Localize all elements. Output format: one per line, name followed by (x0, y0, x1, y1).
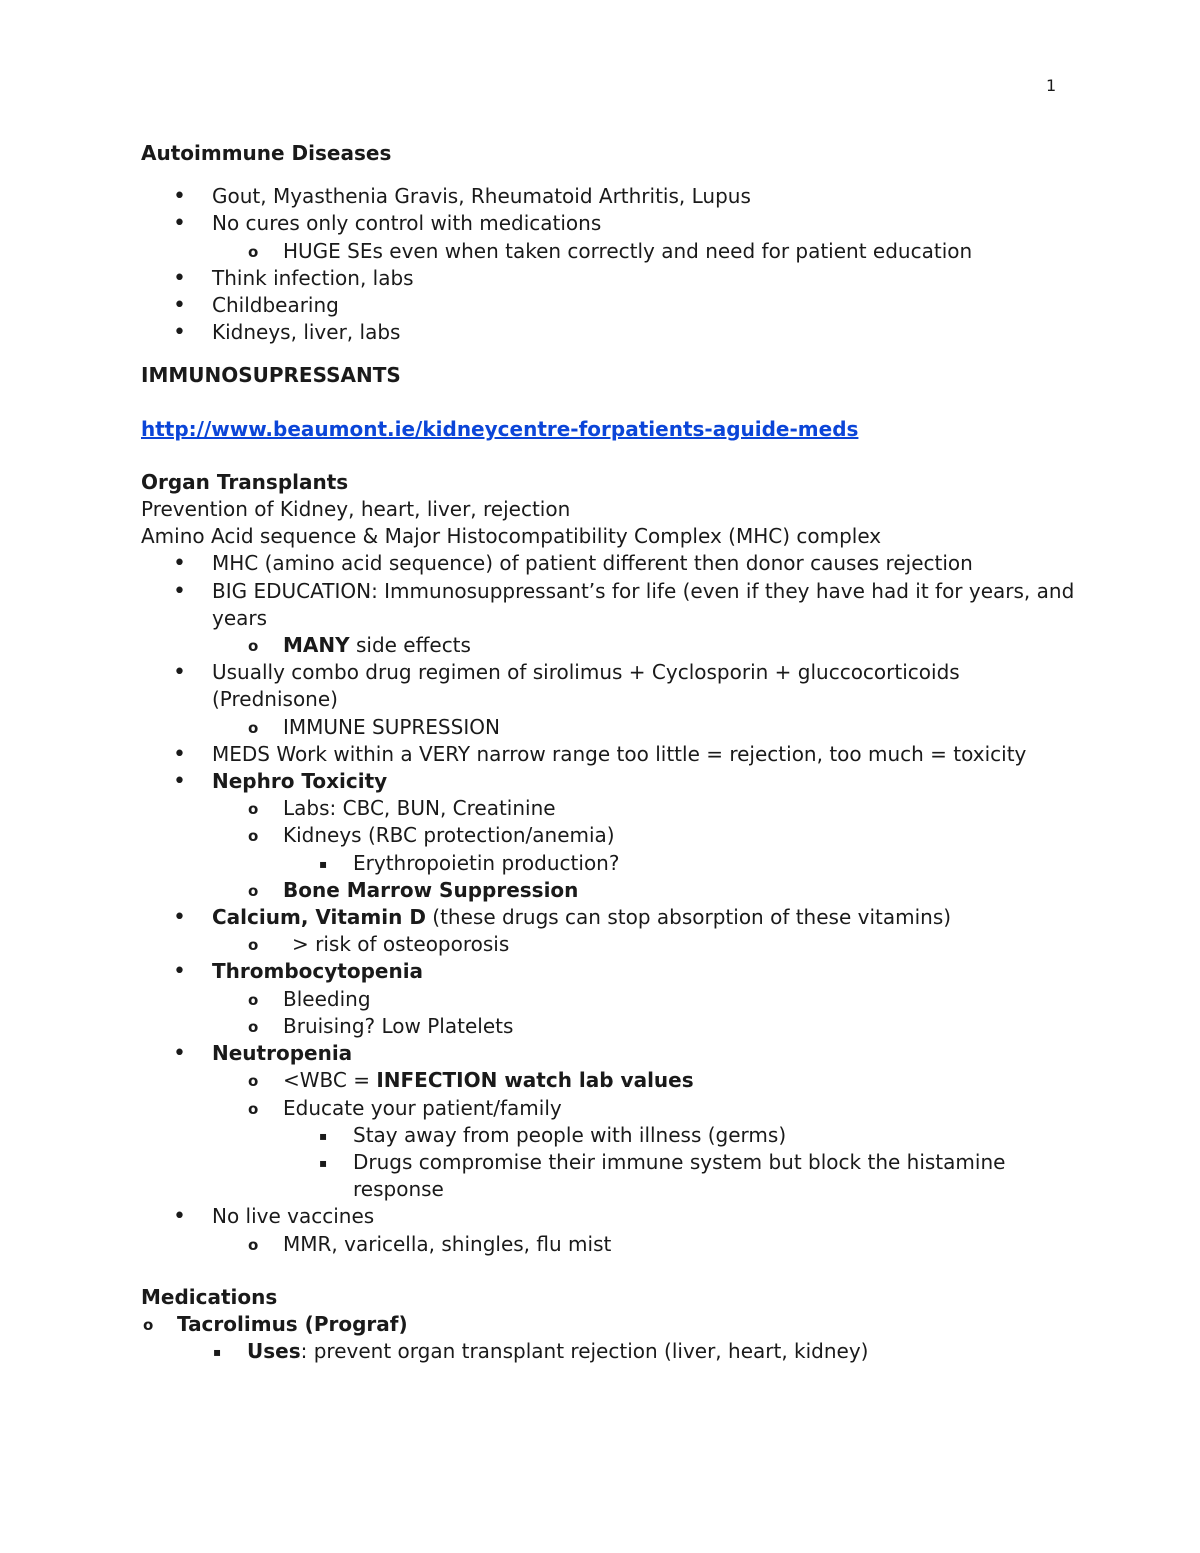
list-item: • MHC (amino acid sequence) of patient different then donor causes rejection (173, 551, 973, 577)
page-number: 1 (1046, 76, 1057, 95)
list-item: o Bleeding (141, 986, 1081, 1013)
bullet-icon: • (173, 578, 186, 604)
list-item: o > risk of osteoporosis (141, 931, 1081, 958)
circle-bullet-icon: o (248, 881, 259, 900)
list-item: ▪ Erythropoietin production? (141, 850, 1081, 877)
bullet-icon: • (173, 184, 186, 210)
heading-medications: Medications (141, 1284, 278, 1309)
medications-list (141, 1311, 1081, 1365)
circle-bullet-icon: o (248, 1099, 259, 1118)
list-item: ▪ Stay away from people with illness (germs) (141, 1122, 1081, 1149)
bullet-icon: • (173, 293, 186, 319)
list-item: o Bruising? Low Platelets (141, 1013, 1081, 1040)
reference-link[interactable]: http://www.beaumont.ie/kidneycentre-forpatients-aguide-meds (141, 416, 859, 441)
list-item: • Nephro Toxicity (173, 769, 388, 795)
heading-organ-transplants: Organ Transplants (141, 469, 349, 494)
list-item: ▪ Uses: prevent organ transplant rejection (liver, heart, kidney) (141, 1338, 1081, 1365)
list-item: • MEDS Work within a VERY narrow range too little = rejection, too much = toxicity (173, 741, 1027, 767)
circle-bullet-icon: o (248, 936, 259, 955)
list-item: • Neutropenia (173, 1041, 353, 1067)
list-item: o <WBC = INFECTION watch lab values (141, 1067, 1081, 1094)
list-item: o Educate your patient/family (141, 1095, 1081, 1122)
list-item: • Kidneys, liver, labs (173, 320, 401, 346)
circle-bullet-icon: o (248, 637, 259, 656)
circle-bullet-icon: o (248, 990, 259, 1009)
list-item: • No live vaccines (173, 1204, 375, 1230)
bullet-icon: • (173, 1041, 186, 1067)
list-item: • Thrombocytopenia (173, 959, 424, 985)
circle-bullet-icon: o (143, 1315, 154, 1334)
square-bullet-icon: ▪ (319, 856, 328, 871)
list-item: o HUGE SEs even when taken correctly and need for patient education (141, 238, 1081, 265)
paragraph-line: Amino Acid sequence & Major Histocompatibility Complex (MHC) complex (141, 524, 882, 549)
circle-bullet-icon: o (248, 1072, 259, 1091)
bullet-icon: • (173, 1204, 186, 1230)
circle-bullet-icon: o (248, 718, 259, 737)
list-item: • Think infection, labs (173, 265, 414, 291)
bullet-icon: • (173, 660, 186, 686)
bullet-icon: • (173, 959, 186, 985)
heading-immunosuppressants: IMMUNOSUPRESSANTS (141, 363, 401, 388)
list-item: o MMR, varicella, shingles, flu mist (141, 1231, 1081, 1258)
bullet-icon: • (173, 769, 186, 795)
square-bullet-icon: ▪ (319, 1128, 328, 1143)
transplant-list (141, 550, 1081, 1257)
bullet-icon: • (173, 320, 186, 346)
bullet-icon: • (173, 551, 186, 577)
list-item: o Labs: CBC, BUN, Creatinine (141, 795, 1081, 822)
list-item: o Kidneys (RBC protection/anemia) (141, 822, 1081, 849)
bullet-icon: • (173, 905, 186, 931)
circle-bullet-icon: o (248, 1235, 259, 1254)
list-item: • Childbearing (173, 293, 339, 319)
circle-bullet-icon: o (248, 800, 259, 819)
bullet-icon: • (173, 741, 186, 767)
circle-bullet-icon: o (248, 827, 259, 846)
bullet-icon: • (173, 265, 186, 291)
list-item: ▪ Drugs compromise their immune system but block the histamine response (319, 1149, 1006, 1202)
list-item: • Usually combo drug regimen of sirolimus + Cyclosporin + gluccocorticoids (Prednisone) (173, 660, 960, 712)
autoimmune-list (141, 183, 1081, 346)
list-item: • Gout, Myasthenia Gravis, Rheumatoid Arthritis, Lupus (173, 184, 751, 210)
document-body (141, 140, 1081, 1365)
list-item: • BIG EDUCATION: Immunosuppressant’s for life (even if they have had it for years, and years (173, 578, 1075, 630)
list-item: o Tacrolimus (Prograf) (141, 1311, 1081, 1338)
list-item: • No cures only control with medications (173, 211, 602, 237)
heading-autoimmune: Autoimmune Diseases (141, 141, 392, 165)
circle-bullet-icon: o (248, 242, 259, 261)
bullet-icon: • (173, 211, 186, 237)
circle-bullet-icon: o (248, 1017, 259, 1036)
square-bullet-icon: ▪ (213, 1345, 222, 1360)
paragraph-line: Prevention of Kidney, heart, liver, rejection (141, 497, 571, 522)
list-item: o Bone Marrow Suppression (141, 877, 1081, 904)
square-bullet-icon: ▪ (319, 1155, 328, 1170)
list-item: o IMMUNE SUPRESSION (141, 714, 1081, 741)
list-item: o MANY side effects (141, 632, 1081, 659)
list-item: • Calcium, Vitamin D (these drugs can stop absorption of these vitamins) (173, 905, 952, 931)
